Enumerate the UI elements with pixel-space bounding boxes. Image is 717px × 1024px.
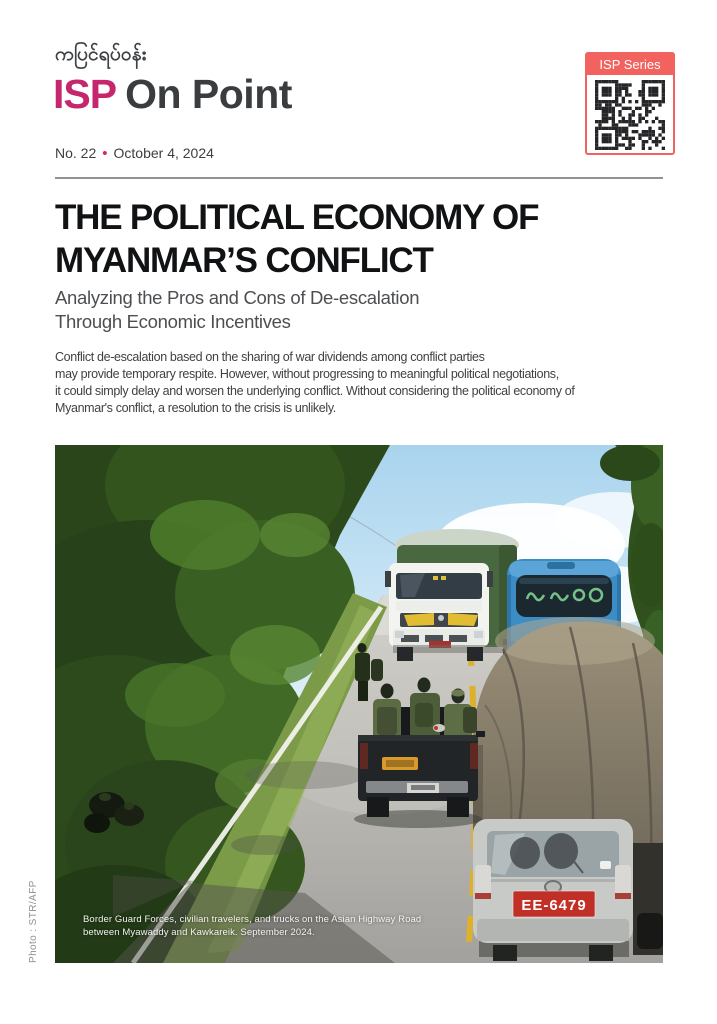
- caption-line-2: between Myawaddy and Kawkareik. September 2024.: [83, 927, 315, 938]
- logo-isp: ISP: [53, 71, 117, 117]
- cover-photo-illustration: [55, 445, 663, 963]
- caption-line-1: Border Guard Forces, civilian travelers, and trucks on the Asian Highway Road: [83, 914, 422, 925]
- title-line-2: MYANMAR’S CONFLICT: [55, 241, 433, 280]
- photo-credit: Photo : STR/AFP: [28, 880, 39, 963]
- qr-body: [587, 75, 673, 150]
- photo-caption: [83, 913, 421, 939]
- page-title: [55, 196, 538, 282]
- qr-series-box: [585, 52, 675, 155]
- minivan-license-plate: EE-6479: [521, 897, 587, 914]
- subtitle-line-1: Analyzing the Pros and Cons of De-escalation: [55, 287, 420, 308]
- silver-minivan: [473, 819, 633, 961]
- abstract-line-2: may provide temporary respite. However, without progressing to meaningful political negotiations,: [55, 367, 559, 381]
- issue-number: No. 22: [55, 145, 97, 161]
- page-subtitle: [55, 286, 419, 334]
- issue-date: October 4, 2024: [113, 145, 214, 161]
- abstract-paragraph: [55, 349, 574, 417]
- publication-logo: [53, 70, 292, 118]
- title-line-1: THE POLITICAL ECONOMY OF: [55, 198, 539, 237]
- logo-on-point: On Point: [125, 71, 292, 117]
- qr-code: [595, 80, 665, 150]
- burmese-title: ကပြင်ရပ်ဝန်း: [55, 44, 147, 65]
- cover-photo: [55, 445, 663, 963]
- abstract-line-4: Myanmar's conflict, a resolution to the crisis is unlikely.: [55, 401, 336, 415]
- abstract-line-3: it could simply delay and worsen the underlying conflict. Without considering the political economy of: [55, 384, 575, 398]
- issue-meta: [55, 145, 214, 162]
- qr-series-label: ISP Series: [587, 54, 673, 75]
- bullet-separator: •: [102, 145, 108, 162]
- subtitle-line-2: Through Economic Incentives: [55, 311, 291, 332]
- abstract-line-1: Conflict de-escalation based on the sharing of war dividends among conflict parties: [55, 350, 485, 364]
- divider: [55, 177, 663, 179]
